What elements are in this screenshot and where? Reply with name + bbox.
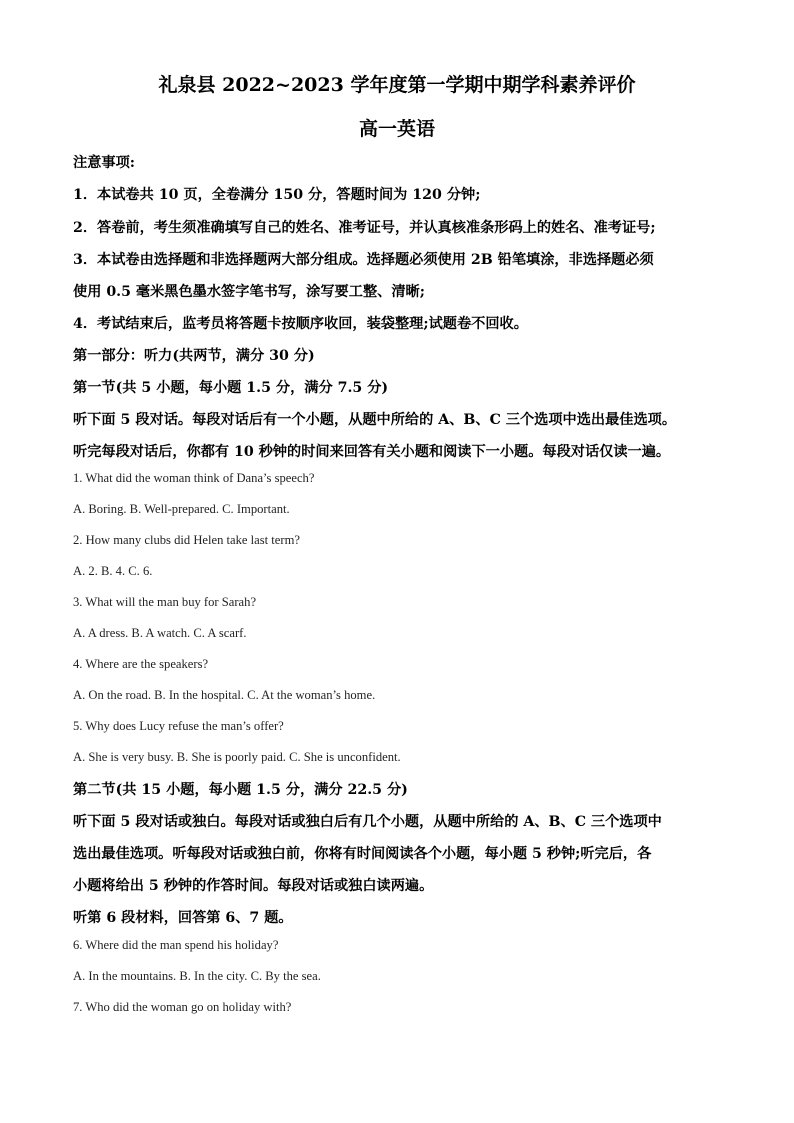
section2-instruction-2: 选出最佳选项。听每段对话或独白前，你将有时间阅读各个小题，每小题 5 秒钟;听完后，各 bbox=[73, 846, 652, 862]
note-item-3-cont: 使用 0.5 毫米黑色墨水签字笔书写，涂写要工整、清晰; bbox=[73, 284, 425, 300]
question-2-options: A. 2. B. 4. C. 6. bbox=[73, 564, 153, 578]
section2-heading: 第二节(共 15 小题，每小题 1.5 分，满分 22.5 分) bbox=[73, 782, 408, 798]
question-5-options: A. She is very busy. B. She is poorly paid. C. She is unconfident. bbox=[73, 750, 401, 764]
question-3: 3. What will the man buy for Sarah? bbox=[73, 595, 257, 609]
notes-heading: 注意事项: bbox=[73, 155, 135, 171]
question-7: 7. Who did the woman go on holiday with? bbox=[73, 1000, 292, 1014]
note-item-1: 1．本试卷共 10 页，全卷满分 150 分，答题时间为 120 分钟; bbox=[73, 187, 481, 203]
note-item-4: 4．考试结束后，监考员将答题卡按顺序收回，装袋整理;试题卷不回收。 bbox=[73, 316, 528, 332]
question-1-options: A. Boring. B. Well-prepared. C. Important. bbox=[73, 502, 290, 516]
section1-instruction-2: 听完每段对话后，你都有 10 秒钟的时间来回答有关小题和阅读下一小题。每段对话仅读一遍。 bbox=[73, 444, 671, 460]
question-3-options: A. A dress. B. A watch. C. A scarf. bbox=[73, 626, 247, 640]
note-item-2: 2．答卷前，考生须准确填写自己的姓名、准考证号，并认真核准条形码上的姓名、准考证号; bbox=[73, 220, 656, 236]
section1-heading: 第一节(共 5 小题，每小题 1.5 分，满分 7.5 分) bbox=[73, 380, 389, 396]
exam-title: 礼泉县 2022~2023 学年度第一学期中期学科素养评价 bbox=[158, 74, 636, 96]
question-2: 2. How many clubs did Helen take last term? bbox=[73, 533, 300, 547]
exam-subject: 高一英语 bbox=[358, 118, 435, 140]
material-6-heading: 听第 6 段材料，回答第 6、7 题。 bbox=[73, 910, 293, 926]
part1-heading: 第一部分：听力(共两节，满分 30 分) bbox=[73, 348, 315, 364]
section2-instruction-1: 听下面 5 段对话或独白。每段对话或独白后有几个小题，从题中所给的 A、B、C 三个选项中 bbox=[73, 814, 662, 830]
question-4-options: A. On the road. B. In the hospital. C. At the woman’s home. bbox=[73, 688, 376, 702]
question-6-options: A. In the mountains. B. In the city. C. By the sea. bbox=[73, 969, 321, 983]
note-item-3: 3．本试卷由选择题和非选择题两大部分组成。选择题必须使用 2B 铅笔填涂，非选择题必须 bbox=[73, 252, 654, 268]
section1-instruction-1: 听下面 5 段对话。每段对话后有一个小题，从题中所给的 A、B、C 三个选项中选出最佳选项。 bbox=[73, 412, 677, 428]
question-5: 5. Why does Lucy refuse the man’s offer? bbox=[73, 719, 284, 733]
question-6: 6. Where did the man spend his holiday? bbox=[73, 938, 279, 952]
question-4: 4. Where are the speakers? bbox=[73, 657, 209, 671]
question-1: 1. What did the woman think of Dana’s speech? bbox=[73, 471, 315, 485]
section2-instruction-3: 小题将给出 5 秒钟的作答时间。每段对话或独白读两遍。 bbox=[73, 878, 434, 894]
